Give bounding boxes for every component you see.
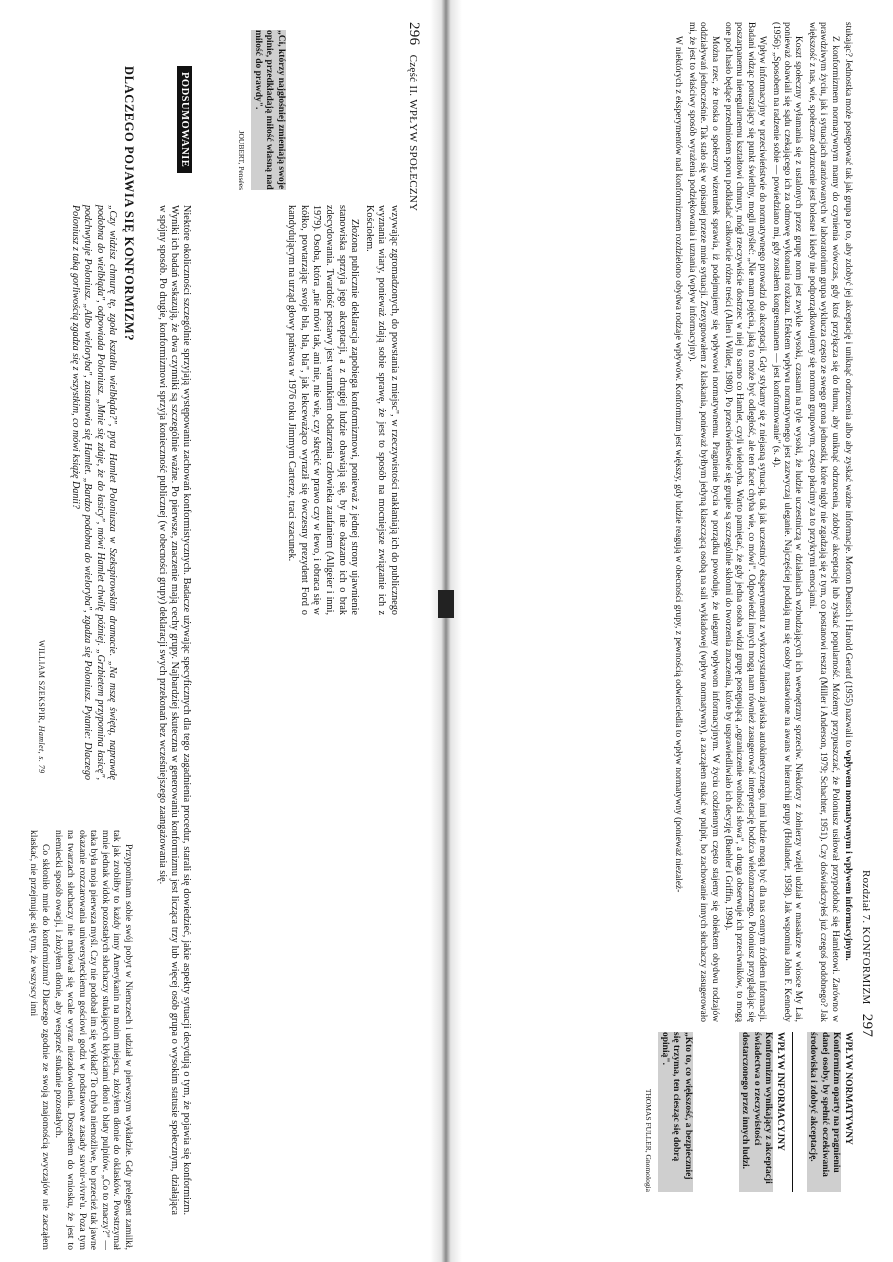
summary-text: Niektóre okoliczności szczególnie sprzyjają występowaniu zachowań konformistycznych. Badacze używając specyficznych dla tego zagadnienia procedur, starali się dowiedzieć, jakie aspekty sytuacji decydują o tym, że pojawia się konformizm. Wyniki ich badań wskazują, że dwa czynniki są szczególnie ważne. Po pierwsze, znaczenie mają cechy grupy. Najbardziej skuteczna w generowaniu konformizmu jest licząca trzy lub więcej osób grupa o wysokim statusie społecznym, działająca w spójny sposób. Po drugie, konformizmowi sprzyja konieczność publicznej (w obecności grupy) deklaracji swych przekonań bez wcześniejszego zaangażowania się.: [157, 205, 192, 1215]
body-paragraph: Co skłoniło mnie do konformizmu? Dlaczego zgodnie ze swoją znajomością zwyczajów nie zacząłem klaskać, nie przejmując się tym, że wszyscy inni: [28, 830, 51, 1250]
right-sidebar-quote-text: „Kto to, co większość, a bezpieczniej się trzyma, ten ciesząc się dobrą opinią".: [659, 1032, 694, 1192]
right-running-head: [858, 870, 875, 1037]
epigraph-work: Hamlet, s. 79: [37, 725, 46, 774]
right-sidebar-quote: [643, 1032, 693, 1192]
intro-paragraph: wzywając zgromadzonych, do powstania z miejsc", w rzeczywistości nakłaniają ich do publicznego wyznania wiary, ponieważ zdają sobie sprawę, że jest to sposób na mocniejsze związanie ich z Kościołem.: [363, 205, 400, 615]
right-page: [446, 0, 893, 1262]
summary-heading: PODSUMOWANIE: [177, 66, 192, 173]
left-intro-column: [283, 205, 400, 615]
box-informational-title: WPŁYW INFORMACYJNY: [775, 1032, 785, 1151]
right-page-number: 297: [859, 1013, 875, 1038]
epigraph: „Czy widzisz chmurę tę, zgoła kształtu wielbłąda?", pyta Hamlet Poloniusza w Szekspirowskim dramacie. „Na mszę świętą, naprawdę podobna do wielbłąda", odpowiada Poloniusz. „Mnie się zdaje, że do łasicy", mówi Hamlet chwilę później. „Grzbietem przypomina łasicę", podchwytuje Poloniusz. „Albo wieloryba", zastanawia się Hamlet. „Bardzo podobna do wieloryba", zgadza się Poloniusz. Pytanie: Dlaczego Poloniusz z taką gorliwością zgadza się z wszystkim, co mówi książę Danii?: [69, 205, 118, 780]
right-running-title: Rozdział 7. KONFORMIZM: [860, 870, 872, 1005]
right-sidebar-quote-author: THOMAS FULLER, Gnomologia: [644, 1088, 654, 1192]
left-page-number: 296: [406, 22, 422, 46]
sidebar-quote-author: JOUBERT, Pensées: [237, 130, 247, 190]
box-normative-title: WPŁYW NORMATYWNY: [843, 1032, 853, 1145]
left-sidebar-quote: [236, 30, 286, 190]
left-body-column: [26, 830, 134, 1250]
intro-paragraph: Złożona publicznie deklaracja zapobiega konformizmowi, ponieważ z jednej strony ujawnienie stanowiska sprzyja jego akceptacji, a z drugiej ludzie obawiają się, by nie okazano ich o brak zdecydowania. Twardość postawy jest warunkiem obdarzenia człowieka zaufaniem (Allgeier i inni, 1979). Osoba, która „nie mówi tak, ani nie, nie wie, czy skręcić w prawo czy w lewo, i obraca się w kółko, powtarzając swoje bla, bla, bla", jak lekceważąco wyraził się ówczesny prezydent Ford o kandydującym na urząd głowy państwa w 1976 roku Jimmym Carterze, traci szacunek.: [286, 205, 361, 615]
section-heading: DLACZEGO POJAWIA SIĘ KONFORMIZM?: [122, 66, 136, 342]
box-normative-text: Konformizm oparty na pragnieniu danej osoby, by spełnić oczekiwania środowiska i zdobyć akceptację.: [807, 1032, 842, 1192]
right-paragraph: Z konformizmem normatywnym mamy do czynienia wówczas, gdy ktoś przyłącza się do tłumu, aby uniknąć odrzucenia, zdobyć akceptację lub zyskać popularność. Możemy przypuszczać, że Poloniusz usiłował przypodobać się Hamletowi. Zarówno w prawdziwym życiu, jak i sytuacjach aranżowanych w laboratorium grupa wyklucza często ze swego grona jednostki, które nigdy nie zgadzają się z tym, co postanowi reszta (Miller i Anderson, 1979; Schachter, 1951). Czy doświadczyłeś już czegoś podobnego? Jak większość z nas, wie, społeczne odrzucenie jest bolesne i kiedy nie podporządkowujemy się normom grupowym, często płacimy za to przykrymi emocjami.: [806, 22, 840, 1022]
right-paragraph: W niektórych z eksperymentów nad konformizmem rozdzielono obydwa rodzaje wpływów. Konformizm jest większy, gdy ludzie reagują w obecności grupy, z pewnością odwierciedla to wpływ normatywny (ponieważ niezależ-: [673, 36, 684, 893]
paragraph-text: stukając? Jednostka może postępować tak jak grupa po to, aby zdobyć jej akceptację i uniknąć odrzucenia albo aby zyskać ważne informacje. Morton Deutsch i Harold Gerard (1955) nazwali to: [843, 22, 853, 748]
right-paragraph: Można rzec, że troska o społeczny wizerunek sprawia, iż podejmujemy się wpływowi normatywnemu. Pragnienie bycia w porządku powoduje, że ulegamy wpływom informacyjnym. W życiu codziennym często stajemy się obiektem obydwu rodzajów oddziaływań jednocześnie. Tak stało się w opisanej przeze mnie sytuacji. Zrezygnowałem z klaskania, ponieważ byłbym jedyną klaszczącą osobą na sali wykładowej (wpływ normatywny), a zacząłem stukać w pulpit, bo zachowanie innych słuchaczy zasugerowało mi, że jest to właściwy sposób wyrażenia podziękowania i uznania (wpływ informacyjny).: [686, 22, 720, 1022]
key-term: wpływem normatywnym i wpływem informacyjnym.: [843, 749, 853, 961]
right-page-content: [446, 0, 893, 1262]
sidebar-box-informational: [739, 1032, 785, 1192]
left-page: [0, 0, 446, 1262]
sidebar-quote-text: „Ci, którzy najgłośniej zmieniają swoje opinie, przedkładają miłość własną nad miłość do prawdy".: [253, 30, 286, 190]
epigraph-author: WILLIAM SZEKSPIR,: [37, 640, 46, 724]
left-running-head: [405, 22, 422, 211]
sidebar-divider: [792, 1032, 793, 1192]
box-informational-text: Konformizm wynikający z akceptacji świadectwa o rzeczywistości dostarczonego przez innych ludzi.: [739, 1032, 774, 1192]
right-paragraph: Wpływ informacyjny w przeciwieństwie do normatywnego prowadzi do akceptacji. Gdy stykamy się z niejasną sytuacją, tak jak uczestnicy eksperymentu z wykorzystaniem zjawiska autokinetycznego, inni ludzie mogą być dla nas cennym źródłem informacji. Badani widząc poruszający się punkt świetlny, mogli myśleć: „Nie mam pojęcia, jaką to może być odległość, ale ten facet chyba wie, co mówi". Odpowiedzi innych mogą nam również zasugerować interpretację bodźca wieloznacznego. Poloniusz przyglądając się poszarpanemu nieregularnemu kształtowi chmury, mógł rzeczywiście dostrzec w niej to samo co Hamlet, czyli wieloryba. Warto pamiętać, że gdy jedna osoba widzi grupę postępującą „ograniczenie wolności słowa", a druga obserwuje ich przeciwników, to mogą one pod hasło będące przedmiotem sporu podkładać całkowicie różne treści (Allen i Wilder, 1980). Po przeciwieństwie się grupie są szczególnie skłonni do tworzenia znaczenia, które by usprawiedliwiało ich decyzję (Buehler i Griffin, 1994).: [722, 22, 768, 1022]
right-body-column: [670, 22, 853, 1022]
body-paragraph: Przypominam sobie swój pobyt w Niemczech i udział w pierwszym wykładzie. Gdy prelegent zamilkł, tak jak zrobiłby to każdy inny Amerykanin na moim miejscu, złożyłem dłonie do oklasków. Powstrzymał mnie jednak widok pozostałych słuchaczy stukających kłykciami dłoni o blaty pulpitów. „Co to znaczy?" — taka była moja pierwsza myśl. Czy nie podobał im się wykład? To chyba niemożliwe, bo przecież tak jawne okazanie rozczarowania uniwersyteckiemu gościowi godzi w podstawowe zasady savoir-vivre'u. Poza tym na twarzach słuchaczy nie malował się wcale wyraz niezadowolenia. Doszedłem do wniosku, że jest to niemiecki sposób owacji, i złożyłem dłonie, aby wesprzeć stukanie pozostałych.: [53, 830, 134, 1250]
sidebar-box-normative: [807, 1032, 853, 1192]
epigraph-citation: [37, 640, 46, 774]
left-running-title: Część II. WPŁYW SPOŁECZNY: [407, 54, 419, 212]
left-page-content: [0, 0, 446, 1262]
right-paragraph: Koszt społeczny wyłamania się z ustalonych przez grupę norm jest zwykle wysoki, czasami na tyle wysoki, że ludzie uczestniczą w działaniach wzbudzających ich wewnętrzny sprzeciw. Niektórzy z żołnierzy wzięli udział w masakrze w wiosce My Lai, ponieważ obawiali się sądu czekającego ich za odmowę wykonania rozkazu. Efektem wpływu normatywnego jest zazwyczaj uleganie. Najczęściej poddają mu się osoby nastawione na awans w hierarchii grupy (Hollander, 1958). Jak wspomina John F. Kennedy (1956): „Sposobem na radzenie sobie — powiedziano mi, gdy zostałem kongresmanem — jest konformowanie" (s. 4).: [770, 22, 804, 1022]
right-paragraph: [842, 22, 853, 1022]
